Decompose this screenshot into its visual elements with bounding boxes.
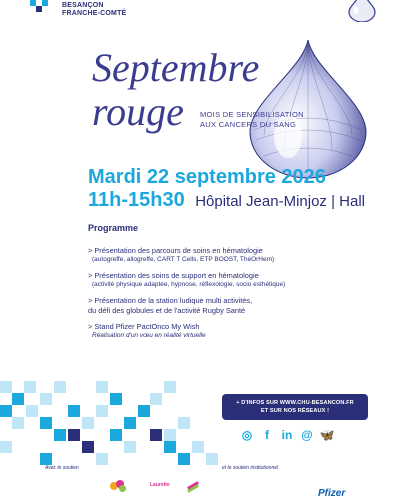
programme-item: > Stand Pfizer PactOnco My Wish Réalisation d'un vœu en réalité virtuelle: [88, 322, 206, 339]
event-place: Hôpital Jean-Minjoz | Hall: [195, 193, 365, 210]
info-line-1: + D'INFOS SUR WWW.CHU-BESANCON.FR: [236, 400, 354, 406]
instagram-icon[interactable]: ◎: [241, 428, 253, 442]
linkedin-icon[interactable]: in: [281, 428, 293, 442]
event-date: Mardi 22 septembre 2026: [88, 166, 326, 188]
programme-list: [88, 246, 378, 347]
footer-institutional-label: et le soutien institutionnel: [222, 465, 279, 471]
logo-text: BESANÇON FRANCHE-COMTÉ: [62, 2, 127, 17]
sponsor-logo-1: [110, 478, 128, 494]
info-line-2: ET SUR NOS RÉSEAUX !: [260, 408, 330, 414]
title-line-1: Septembre: [92, 45, 260, 90]
event-time-place: [88, 189, 365, 212]
chu-logo[interactable]: [30, 0, 160, 34]
programme-title: Programme: [88, 223, 139, 233]
programme-item: > Présentation des parcours de soins en hématologie (autogreffe, allogreffe, CART T Cells, ETP BOOST, ThéOrHem): [88, 246, 275, 263]
sponsor-laurette: Laurette: [150, 482, 170, 488]
pfizer-logo: Pfizer: [318, 488, 346, 499]
info-box[interactable]: [222, 394, 368, 420]
programme-item: > Présentation des soins de support en hématologie (activité physique adaptée, hypnose, réflexologie, socio esthétique): [88, 271, 286, 288]
event-time: 11h-15h30: [88, 189, 185, 211]
small-drop-icon: [345, 0, 379, 22]
threads-icon[interactable]: @: [301, 428, 313, 442]
facebook-icon[interactable]: f: [265, 428, 269, 442]
logo-mark-icon: [30, 0, 54, 12]
programme-item: > Présentation de la station ludique multi activités, du défi des globules et de l'activité Rugby Santé: [88, 296, 253, 315]
subtitle: MOIS DE SENSIBILISATION AUX CANCERS DU SANG: [200, 110, 304, 129]
sponsor-logo-3: [185, 478, 201, 492]
title-line-2: rouge: [92, 89, 184, 134]
social-links: [240, 427, 334, 443]
footer-support-label: Avec le soutien: [45, 465, 79, 471]
bluesky-icon[interactable]: 🦋: [319, 428, 335, 442]
